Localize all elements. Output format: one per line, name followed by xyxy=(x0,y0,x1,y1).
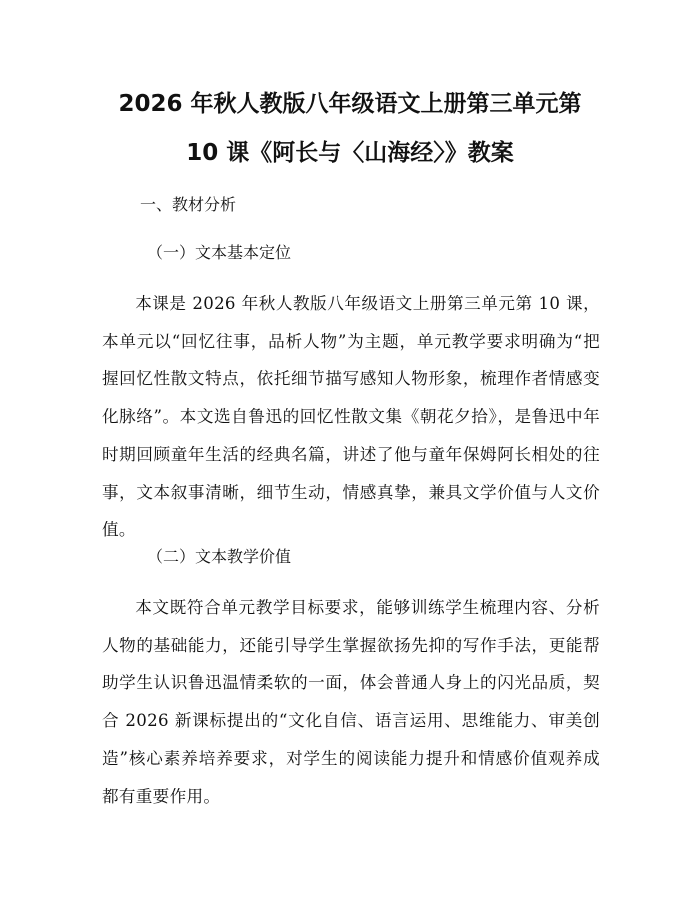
subsection-heading-2: （二）文本教学价值 xyxy=(147,547,292,566)
paragraph-2: 本文既符合单元教学目标要求，能够训练学生梳理内容、分析人物的基础能力，还能引导学生掌握欲扬先抑的写作手法，更能帮助学生认识鲁迅温情柔软的一面，体会普通人身上的闪光品质，契合 2026 新课标提出的“文化自信、语言运用、思维能力、审美创造”核心素养培养要求，对学生的阅读能力提升和情感价值观养成都有重要作用。 xyxy=(102,598,600,806)
subsection-heading-1: （一）文本基本定位 xyxy=(147,243,292,262)
paragraph-1: 本课是 2026 年秋人教版八年级语文上册第三单元第 10 课，本单元以“回忆往事，品析人物”为主题，单元教学要求明确为“把握回忆性散文特点，依托细节描写感知人物形象，梳理作者情感变化脉络”。本文选自鲁迅的回忆性散文集《朝花夕拾》，是鲁迅中年时期回顾童年生活的经典名篇，讲述了他与童年保姆阿长相处的往事，文本叙事清晰，细节生动，情感真挚，兼具文学价值与人文价值。 xyxy=(102,294,600,540)
document-title-line-1: 2026 年秋人教版八年级语文上册第三单元第 xyxy=(118,91,582,117)
section-heading: 一、教材分析 xyxy=(140,195,237,214)
document-title-line-2: 10 课《阿长与〈山海经〉》教案 xyxy=(186,140,514,166)
